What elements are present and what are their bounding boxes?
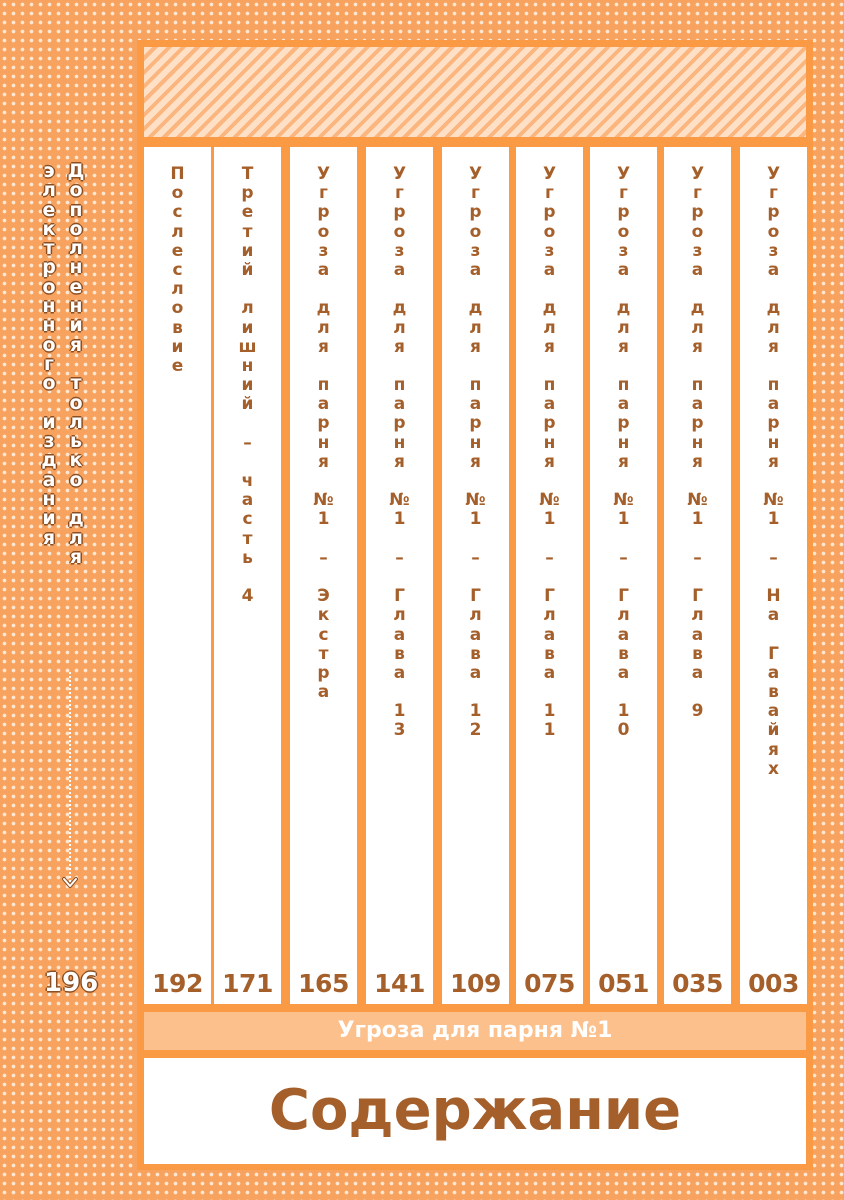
toc-entry-title: П о с л е с л о в и е bbox=[170, 164, 185, 376]
toc-entry-title: У г р о з а д л я п а р н я № 1 – Г л а в а 1 3 bbox=[389, 164, 410, 741]
toc-entry-page: 165 bbox=[298, 969, 349, 998]
toc-entry-title: У г р о з а д л я п а р н я № 1 – Э к с т р а bbox=[313, 164, 334, 703]
toc-entry-title: У г р о з а д л я п а р н я № 1 – Г л а в а 1 2 bbox=[465, 164, 486, 741]
striped-header-band bbox=[144, 47, 806, 137]
toc-entry-page: 141 bbox=[374, 969, 425, 998]
toc-entry-page: 171 bbox=[222, 969, 273, 998]
toc-entry-page: 051 bbox=[598, 969, 649, 998]
side-note-page: 196 bbox=[44, 968, 99, 998]
toc-entry-page: 109 bbox=[450, 969, 501, 998]
toc-entry[interactable] bbox=[442, 147, 509, 1004]
toc-entry[interactable] bbox=[664, 147, 731, 1004]
toc-entry[interactable] bbox=[144, 147, 211, 1004]
toc-entry-title: У г р о з а д л я п а р н я № 1 – Г л а в а 1 1 bbox=[539, 164, 560, 741]
toc-entry[interactable] bbox=[366, 147, 433, 1004]
series-title: Угроза для парня №1 bbox=[144, 1012, 806, 1050]
toc-entry[interactable] bbox=[214, 147, 281, 1004]
side-note-line-2: э л е к т р о н н о г о и з д а н и я bbox=[41, 160, 57, 549]
toc-entry[interactable] bbox=[516, 147, 583, 1004]
toc-entry-title: У г р о з а д л я п а р н я № 1 – Н а Г а в а й я х bbox=[763, 164, 784, 779]
toc-entry[interactable] bbox=[740, 147, 807, 1004]
side-note-line-1: Д о п о л н е н и я т о л ь к о д л я bbox=[67, 160, 85, 568]
toc-entry-title: Т р е т и й л и ш н и й – ч а с т ь 4 bbox=[238, 164, 257, 607]
toc-entry[interactable] bbox=[590, 147, 657, 1004]
toc-entry-title: У г р о з а д л я п а р н я № 1 – Г л а в а 9 bbox=[687, 164, 708, 722]
toc-entry-page: 075 bbox=[524, 969, 575, 998]
page-title: Содержание bbox=[144, 1058, 806, 1164]
toc-entry-page: 192 bbox=[152, 969, 203, 998]
arrow-down-icon bbox=[62, 876, 78, 890]
toc-entry-title: У г р о з а д л я п а р н я № 1 – Г л а в а 1 0 bbox=[613, 164, 634, 741]
toc-entry[interactable] bbox=[290, 147, 357, 1004]
dotted-arrow-line bbox=[69, 672, 71, 882]
toc-entry-page: 035 bbox=[672, 969, 723, 998]
toc-entry-page: 003 bbox=[748, 969, 799, 998]
